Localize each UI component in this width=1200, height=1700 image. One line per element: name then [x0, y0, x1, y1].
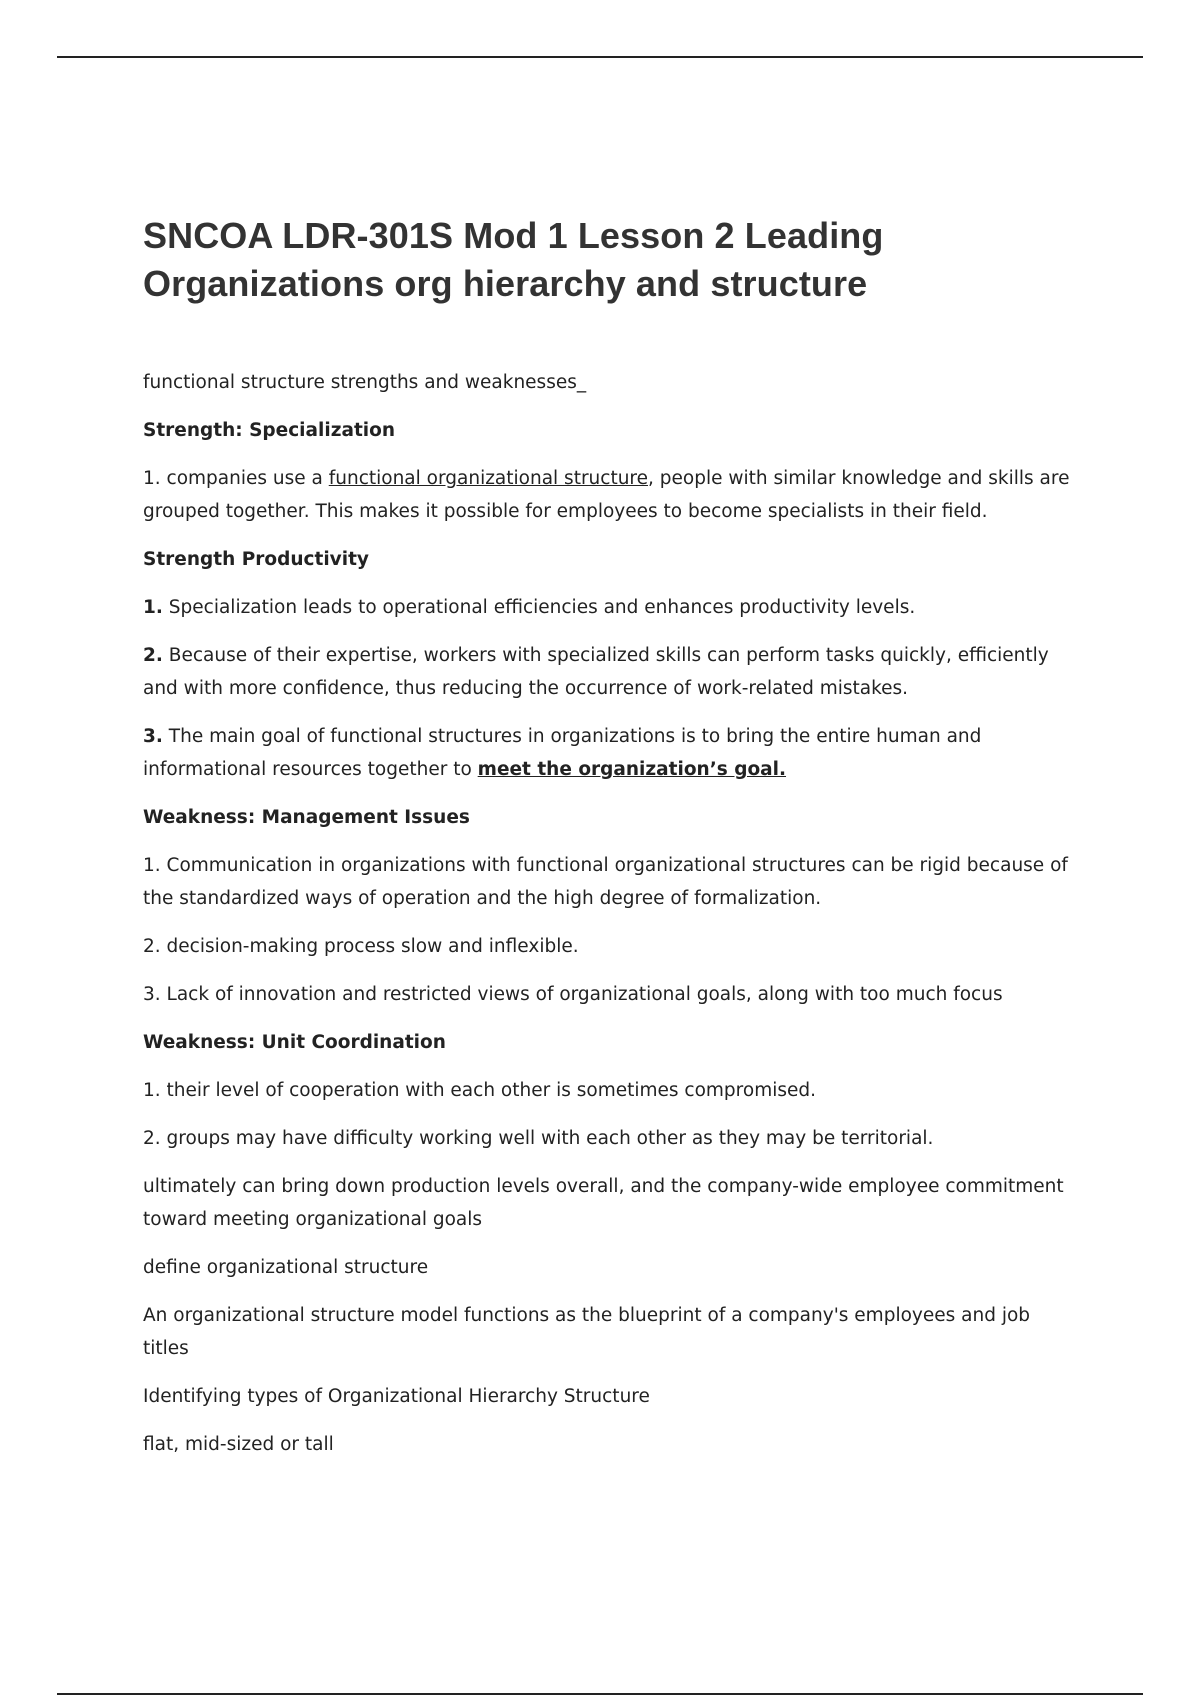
define-answer: An organizational structure model functions as the blueprint of a company's employees and job titles — [143, 1305, 1031, 1359]
item-number: 1. — [143, 597, 163, 618]
types-question: Identifying types of Organizational Hierarchy Structure — [143, 1386, 650, 1407]
text-fragment: 1. companies use a — [143, 468, 329, 489]
coordination-item-2: 2. groups may have difficulty working well with each other as they may be territorial. — [143, 1128, 934, 1149]
management-item-1: 1. Communication in organizations with functional organizational structures can be rigid because of the standardized ways of operation and the high degree of formalization. — [143, 855, 1068, 909]
document-body — [143, 212, 1073, 1476]
item-number: 2. — [143, 645, 163, 666]
coordination-item-1: 1. their level of cooperation with each other is sometimes compromised. — [143, 1080, 817, 1101]
title-line-1: SNCOA LDR-301S Mod 1 Lesson 2 Leading — [143, 215, 884, 256]
intro-text: functional structure strengths and weaknesses_ — [143, 372, 587, 393]
types-answer: flat, mid-sized or tall — [143, 1434, 334, 1455]
management-item-3: 3. Lack of innovation and restricted views of organizational goals, along with too much focus — [143, 984, 1003, 1005]
text-fragment: Specialization leads to operational efficiencies and enhances productivity levels. — [162, 597, 916, 618]
productivity-item-2 — [143, 639, 1073, 705]
title-line-2: Organizations org hierarchy and structure — [143, 263, 868, 304]
heading-weakness-coordination: Weakness: Unit Coordination — [143, 1032, 446, 1053]
productivity-item-1 — [143, 591, 1073, 624]
text-fragment: , people with similar knowledge and skills are grouped together. This makes it possible for employees to become specialists in their field. — [143, 468, 1070, 522]
heading-strength-productivity: Strength Productivity — [143, 549, 369, 570]
heading-weakness-management: Weakness: Management Issues — [143, 807, 470, 828]
functional-structure-link[interactable]: functional organizational structure — [328, 468, 649, 489]
productivity-item-3 — [143, 720, 1073, 786]
page-title — [143, 212, 1073, 308]
define-question: define organizational structure — [143, 1257, 429, 1278]
top-rule — [57, 56, 1143, 58]
management-item-2: 2. decision-making process slow and inflexible. — [143, 936, 579, 957]
coordination-note: ultimately can bring down production levels overall, and the company-wide employee commitment toward meeting organizational goals — [143, 1176, 1064, 1230]
bottom-rule — [57, 1693, 1143, 1695]
heading-strength-specialization: Strength: Specialization — [143, 420, 396, 441]
text-fragment: The main goal of functional structures in organizations is to bring the entire human and informational resources together to — [143, 726, 982, 780]
text-fragment: Because of their expertise, workers with specialized skills can perform tasks quickly, efficiently and with more confidence, thus reducing the occurrence of work-related mistakes. — [143, 645, 1049, 699]
specialization-item-1 — [143, 462, 1073, 528]
organization-goal-emphasis: meet the organization’s goal. — [477, 759, 787, 780]
item-number: 3. — [143, 726, 163, 747]
